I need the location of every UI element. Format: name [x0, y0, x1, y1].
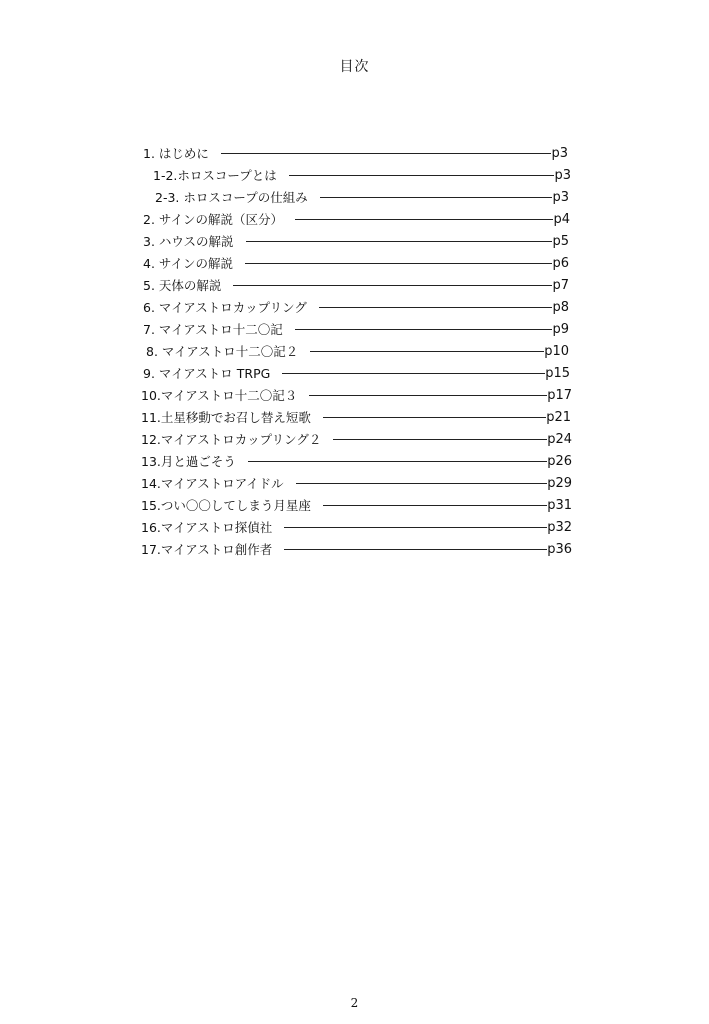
toc-entry-label: 2-3. ホロスコープの仕組み	[155, 190, 308, 205]
toc-entry-page: p3	[552, 189, 569, 205]
toc-entry-page: p6	[552, 255, 569, 271]
toc-entry-label: 12.マイアストロカップリング２	[141, 432, 322, 447]
toc-entry-page: p15	[545, 365, 570, 381]
toc-entry-label: 8. マイアストロ十二〇記２	[146, 344, 299, 359]
toc-entry-label: 11.土星移動でお召し替え短歌	[141, 410, 311, 425]
toc-entry[interactable]	[141, 539, 572, 559]
toc-entry[interactable]	[141, 407, 571, 427]
toc-leader-line	[245, 263, 552, 264]
toc-leader-line	[333, 439, 547, 440]
toc-entry-label: 15.つい〇〇してしまう月星座	[141, 498, 311, 513]
toc-entry-label: 1. はじめに	[143, 146, 209, 161]
toc-entry-label: 5. 天体の解説	[143, 278, 222, 293]
toc-entry-label: 3. ハウスの解説	[143, 234, 234, 249]
toc-entry[interactable]	[143, 319, 569, 339]
toc-entry[interactable]	[141, 451, 572, 471]
toc-leader-line	[284, 549, 547, 550]
toc-entry-label: 4. サインの解説	[143, 256, 234, 271]
toc-entry[interactable]	[143, 253, 569, 273]
toc-entry-page: p32	[547, 519, 572, 535]
toc-leader-line	[310, 351, 544, 352]
toc-leader-line	[319, 307, 553, 308]
toc-leader-line	[221, 153, 552, 154]
toc-entry[interactable]	[155, 187, 569, 207]
toc-entry-page: p26	[547, 453, 572, 469]
toc-leader-line	[284, 527, 547, 528]
toc-entry-page: p3	[551, 145, 568, 161]
toc-leader-line	[323, 417, 546, 418]
table-of-contents	[0, 143, 709, 563]
toc-leader-line	[295, 219, 553, 220]
toc-leader-line	[320, 197, 553, 198]
toc-entry-label: 16.マイアストロ探偵社	[141, 520, 273, 535]
toc-leader-line	[296, 483, 548, 484]
toc-entry[interactable]	[141, 385, 572, 405]
toc-entry[interactable]	[153, 165, 571, 185]
toc-entry[interactable]	[141, 495, 572, 515]
toc-entry[interactable]	[146, 341, 569, 361]
toc-entry[interactable]	[141, 517, 572, 537]
toc-leader-line	[233, 285, 552, 286]
toc-entry-page: p4	[553, 211, 570, 227]
toc-entry-page: p3	[554, 167, 571, 183]
toc-entry-page: p10	[544, 343, 569, 359]
toc-entry-page: p29	[547, 475, 572, 491]
toc-entry-page: p9	[552, 321, 569, 337]
page-number: 2	[350, 996, 359, 1010]
toc-leader-line	[309, 395, 547, 396]
toc-entry-page: p17	[547, 387, 572, 403]
toc-entry-label: 2. サインの解説（区分）	[143, 212, 284, 227]
toc-entry-label: 14.マイアストロアイドル	[141, 476, 284, 491]
toc-entry-label: 10.マイアストロ十二〇記３	[141, 388, 298, 403]
toc-entry-page: p24	[547, 431, 572, 447]
toc-entry[interactable]	[143, 275, 569, 295]
toc-entry[interactable]	[143, 297, 569, 317]
toc-leader-line	[289, 175, 555, 176]
toc-leader-line	[295, 329, 553, 330]
toc-entry-label: 13.月と過ごそう	[141, 454, 236, 469]
toc-entry-page: p5	[552, 233, 569, 249]
toc-entry[interactable]	[143, 209, 570, 229]
toc-entry-label: 1-2.ホロスコープとは	[153, 168, 277, 183]
toc-entry-label: 7. マイアストロ十二〇記	[143, 322, 283, 337]
toc-entry-label: 17.マイアストロ創作者	[141, 542, 273, 557]
toc-entry[interactable]	[141, 429, 572, 449]
toc-entry-label: 6. マイアストロカップリング	[143, 300, 307, 315]
toc-leader-line	[323, 505, 547, 506]
toc-entry[interactable]	[141, 473, 572, 493]
toc-entry-page: p21	[546, 409, 571, 425]
toc-entry-page: p31	[547, 497, 572, 513]
toc-entry-page: p8	[552, 299, 569, 315]
toc-entry-page: p36	[547, 541, 572, 557]
toc-leader-line	[248, 461, 547, 462]
toc-entry-label: 9. マイアストロ TRPG	[143, 366, 271, 381]
toc-entry[interactable]	[143, 231, 569, 251]
toc-entry[interactable]	[143, 363, 570, 383]
toc-entry-page: p7	[552, 277, 569, 293]
toc-entry[interactable]	[143, 143, 568, 163]
toc-leader-line	[246, 241, 553, 242]
page-title: 目次	[339, 59, 370, 75]
toc-leader-line	[282, 373, 545, 374]
